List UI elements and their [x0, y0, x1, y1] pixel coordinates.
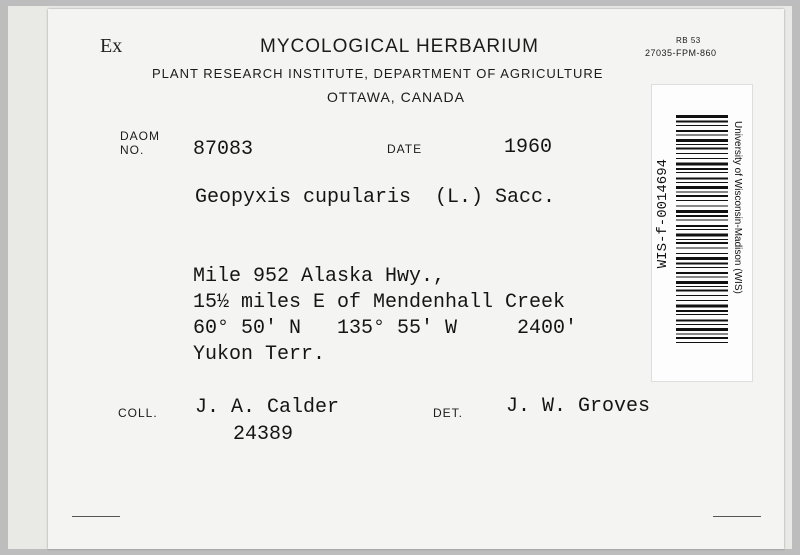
- barcode-stripe: [676, 135, 728, 136]
- barcode-stripe: [676, 234, 728, 237]
- locality-line-3: 60° 50' N 135° 55' W 2400': [193, 317, 578, 340]
- barcode-stripe: [676, 178, 728, 180]
- locality-line-4: Yukon Terr.: [193, 343, 326, 366]
- barcode-stripe: [676, 324, 728, 325]
- barcode-stripe: [676, 305, 728, 308]
- barcode-stripe: [676, 163, 728, 166]
- daom-number: 87083: [193, 138, 254, 161]
- daom-label: [120, 129, 160, 157]
- bottom-rule-left: [72, 516, 120, 517]
- barcode-stripe: [676, 144, 728, 145]
- barcode-stripe: [676, 182, 728, 183]
- barcode-stripe: [676, 153, 728, 154]
- barcode-stripe: [676, 121, 728, 123]
- barcode-stripe: [676, 300, 728, 301]
- det-label: DET.: [433, 406, 464, 420]
- barcode-stripe: [676, 115, 728, 118]
- barcode-stripe: [676, 290, 728, 292]
- barcode-stripe: [676, 220, 728, 221]
- barcode-stripe: [676, 210, 728, 213]
- collector-name: J. A. Calder: [195, 396, 340, 419]
- barcode-stripe: [676, 248, 728, 249]
- form-code-1: RB 53: [676, 36, 701, 45]
- taxon-name: Geopyxis cupularis (L.) Sacc.: [195, 186, 556, 209]
- locality-line-2: 15½ miles E of Mendenhall Creek: [193, 291, 566, 314]
- barcode-stripe: [676, 310, 728, 312]
- daom-label-line2: NO.: [120, 143, 145, 157]
- barcode-stripe: [676, 295, 728, 296]
- barcode-stripe: [676, 281, 728, 284]
- barcode-stripe: [676, 195, 728, 197]
- barcode-stripe: [676, 168, 728, 170]
- barcode-stripe: [676, 186, 728, 189]
- barcode-stripe: [676, 267, 728, 268]
- determiner-name: J. W. Groves: [506, 395, 651, 418]
- barcode-stripe: [676, 139, 728, 142]
- barcode-stripe: [676, 334, 728, 335]
- barcode-stripe: [676, 200, 728, 201]
- barcode-stripe: [676, 225, 728, 227]
- barcode-stripe: [676, 192, 728, 193]
- barcode-stripe: [676, 342, 728, 343]
- date-label: DATE: [387, 142, 423, 156]
- barcode-stripe: [676, 337, 728, 339]
- barcode-stripe: [676, 172, 728, 173]
- collector-number: 24389: [233, 423, 294, 446]
- daom-label-line1: DAOM: [120, 129, 160, 143]
- barcode-bars: [676, 115, 728, 347]
- barcode-stripe: [676, 320, 728, 322]
- barcode-stripe: [676, 130, 728, 132]
- barcode-stripe: [676, 158, 728, 159]
- barcode-stripe: [676, 314, 728, 315]
- barcode-stripe: [676, 148, 728, 150]
- herbarium-title: MYCOLOGICAL HERBARIUM: [260, 36, 539, 57]
- form-code-2: 27035-FPM-860: [645, 48, 717, 58]
- barcode-stripe: [676, 215, 728, 217]
- barcode-stripe: [676, 257, 728, 260]
- barcode-label: [651, 84, 753, 382]
- barcode-institution: University of Wisconsin-Madison (WIS): [732, 121, 743, 294]
- barcode-stripe: [676, 206, 728, 207]
- barcode-stripe: [676, 328, 728, 331]
- date-value: 1960: [504, 136, 553, 159]
- bottom-rule-right: [713, 516, 761, 517]
- barcode-stripe: [676, 253, 728, 254]
- barcode-stripe: [676, 239, 728, 240]
- barcode-stripe: [676, 286, 728, 287]
- location-line: OTTAWA, CANADA: [327, 89, 465, 105]
- barcode-stripe: [676, 229, 728, 230]
- barcode-stripe: [676, 242, 728, 244]
- barcode-stripe: [676, 125, 728, 126]
- barcode-code: WIS-f-0014694: [655, 159, 671, 269]
- barcode-stripe: [676, 272, 728, 274]
- coll-label: COLL.: [118, 406, 158, 420]
- locality-block: [193, 264, 577, 368]
- barcode-stripe: [676, 277, 728, 278]
- institute-line: PLANT RESEARCH INSTITUTE, DEPARTMENT OF AGRICULTURE: [152, 66, 604, 81]
- locality-line-1: Mile 952 Alaska Hwy.,: [193, 265, 446, 288]
- barcode-stripe: [676, 263, 728, 265]
- ex-mark: Ex: [100, 35, 123, 57]
